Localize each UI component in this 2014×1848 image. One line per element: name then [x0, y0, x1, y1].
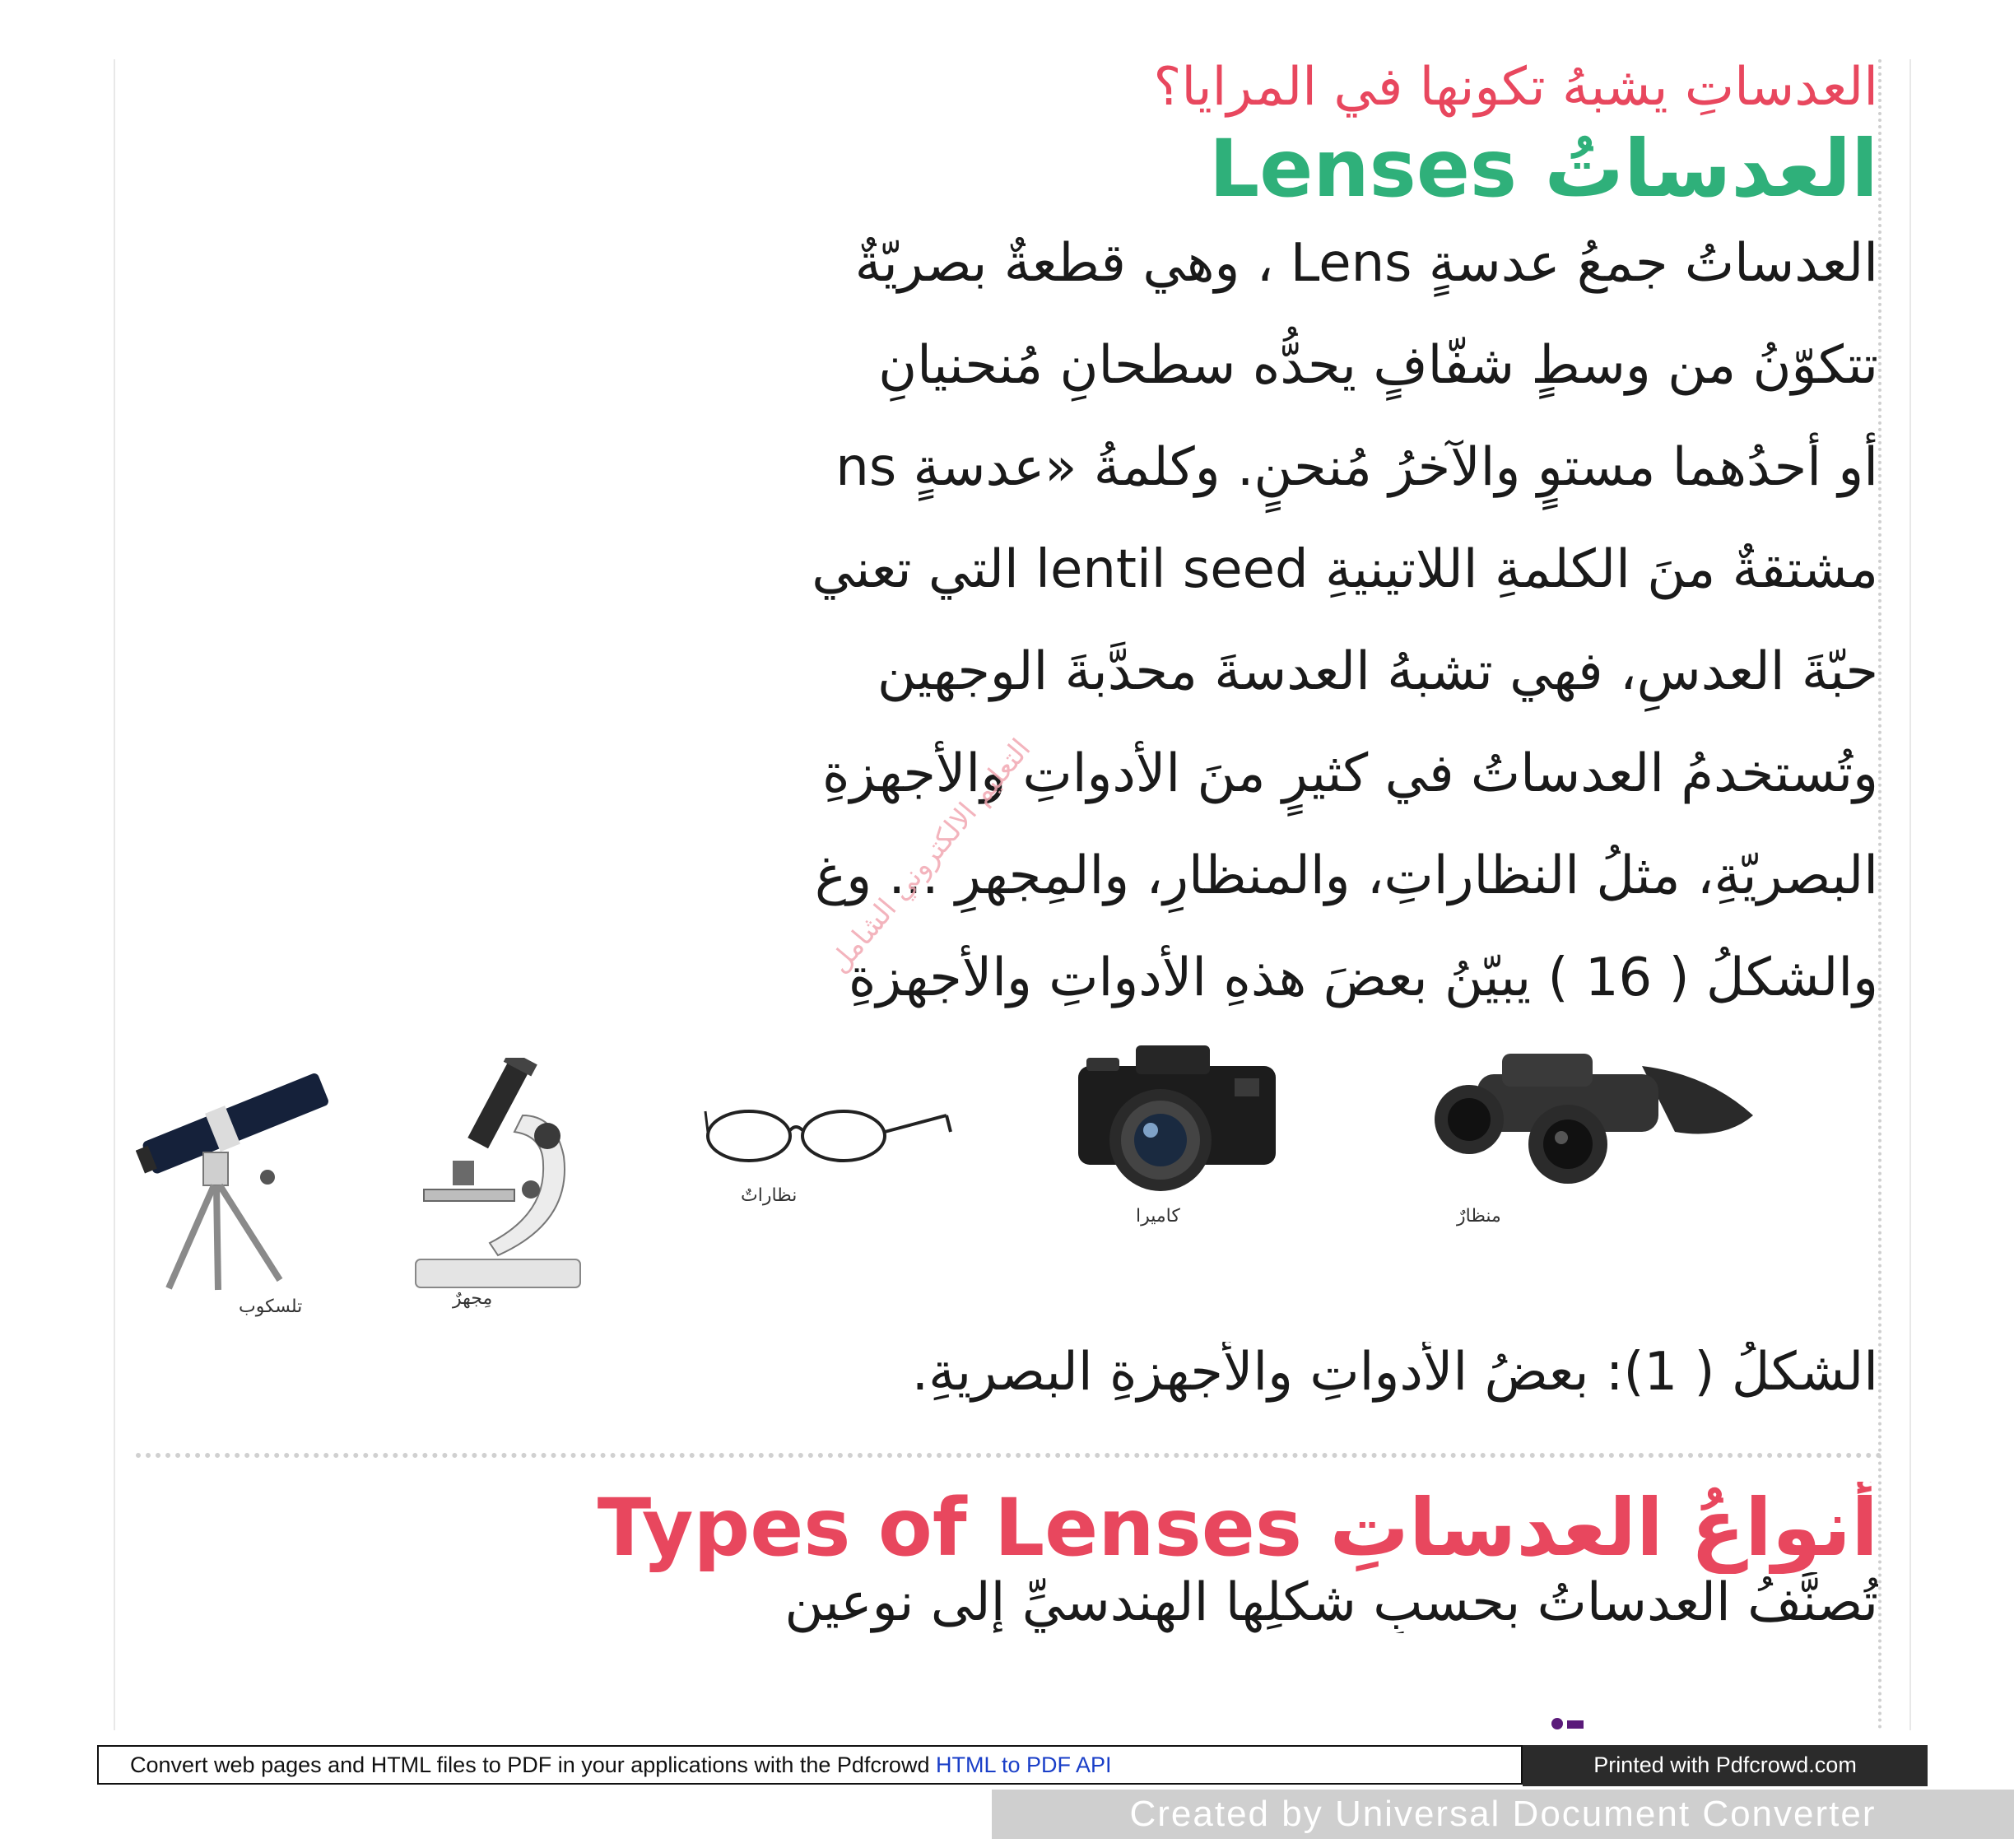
types-heading: أنواعُ العدساتِ Types of Lenses	[597, 1482, 1878, 1574]
types-paragraph: تُصنَّفُ العدساتُ بحسبِ شكلِها الهندسيِّ إلى نوعين	[784, 1572, 1878, 1633]
lesson-title: العدساتُ Lenses	[1209, 123, 1878, 215]
lesson-question: العدساتِ يشبهُ تكونها في المرايا؟	[1153, 57, 1878, 118]
microscope-icon	[407, 1058, 597, 1296]
glasses-icon	[704, 1099, 959, 1173]
figure-caption-item: مِجهرٌ	[453, 1288, 493, 1309]
lesson-body	[136, 212, 1878, 1029]
udc-watermark: Created by Universal Document Converter	[992, 1790, 2014, 1839]
figure-caption-item: تلسكوب	[239, 1296, 303, 1317]
binoculars-icon	[1428, 1041, 1757, 1189]
pdfcrowd-banner[interactable]	[97, 1745, 1523, 1785]
figure-caption-item: منظارٌ	[1457, 1206, 1501, 1227]
cut-off-text-fragment	[1547, 1712, 1588, 1730]
optical-devices-figure	[136, 1033, 1807, 1329]
page-right-rule	[1878, 59, 1881, 1730]
body-line: البصريّةِ، مثلُ النظاراتِ، والمنظارِ، والمِجهرِ ... وغ	[815, 845, 1878, 906]
watermark: التعليم الالكتروني الشامل	[822, 733, 1038, 980]
body-line: وتُستخدمُ العدساتُ في كثيرٍ منَ الأدواتِ والأجهزةِ	[822, 743, 1878, 804]
telescope-icon	[136, 1033, 333, 1296]
body-line: أو أحدُهما مستوٍ والآخرُ مُنحنٍ. وكلمةُ «عدسةٍ ns	[835, 437, 1878, 498]
printed-with-pdfcrowd-link[interactable]: Printed with Pdfcrowd.com	[1523, 1745, 1928, 1786]
html-to-pdf-api-link[interactable]: HTML to PDF API	[935, 1753, 1112, 1777]
figure-caption-item: كاميرا	[1136, 1206, 1180, 1227]
body-line: حبّةَ العدسِ، فهي تشبهُ العدسةَ محدَّبةَ الوجهين	[877, 641, 1878, 702]
body-line: مشتقةٌ منَ الكلمةِ اللاتينيةِ lentil seed التي تعني	[812, 539, 1878, 600]
body-line: تتكوّنُ من وسطٍ شفّافٍ يحدُّه سطحانِ مُنحنيانِ	[878, 335, 1878, 396]
body-line: العدساتُ جمعُ عدسةٍ Lens ، وهي قطعةٌ بصريّةٌ	[854, 233, 1878, 294]
figure-caption-item: نظاراتٌ	[741, 1185, 798, 1206]
figure-caption: الشكلُ ( 1): بعضُ الأدواتِ والأجهزةِ البصريةِ.	[911, 1342, 1878, 1403]
section-divider	[136, 1453, 1882, 1458]
banner-text: Convert web pages and HTML files to PDF in your applications with the Pdfcrowd	[130, 1753, 936, 1777]
body-line: والشكلُ ( 16 ) يبيّنُ بعضَ هذهِ الأدواتِ والأجهزةِ	[848, 947, 1878, 1008]
camera-icon	[1070, 1033, 1284, 1198]
